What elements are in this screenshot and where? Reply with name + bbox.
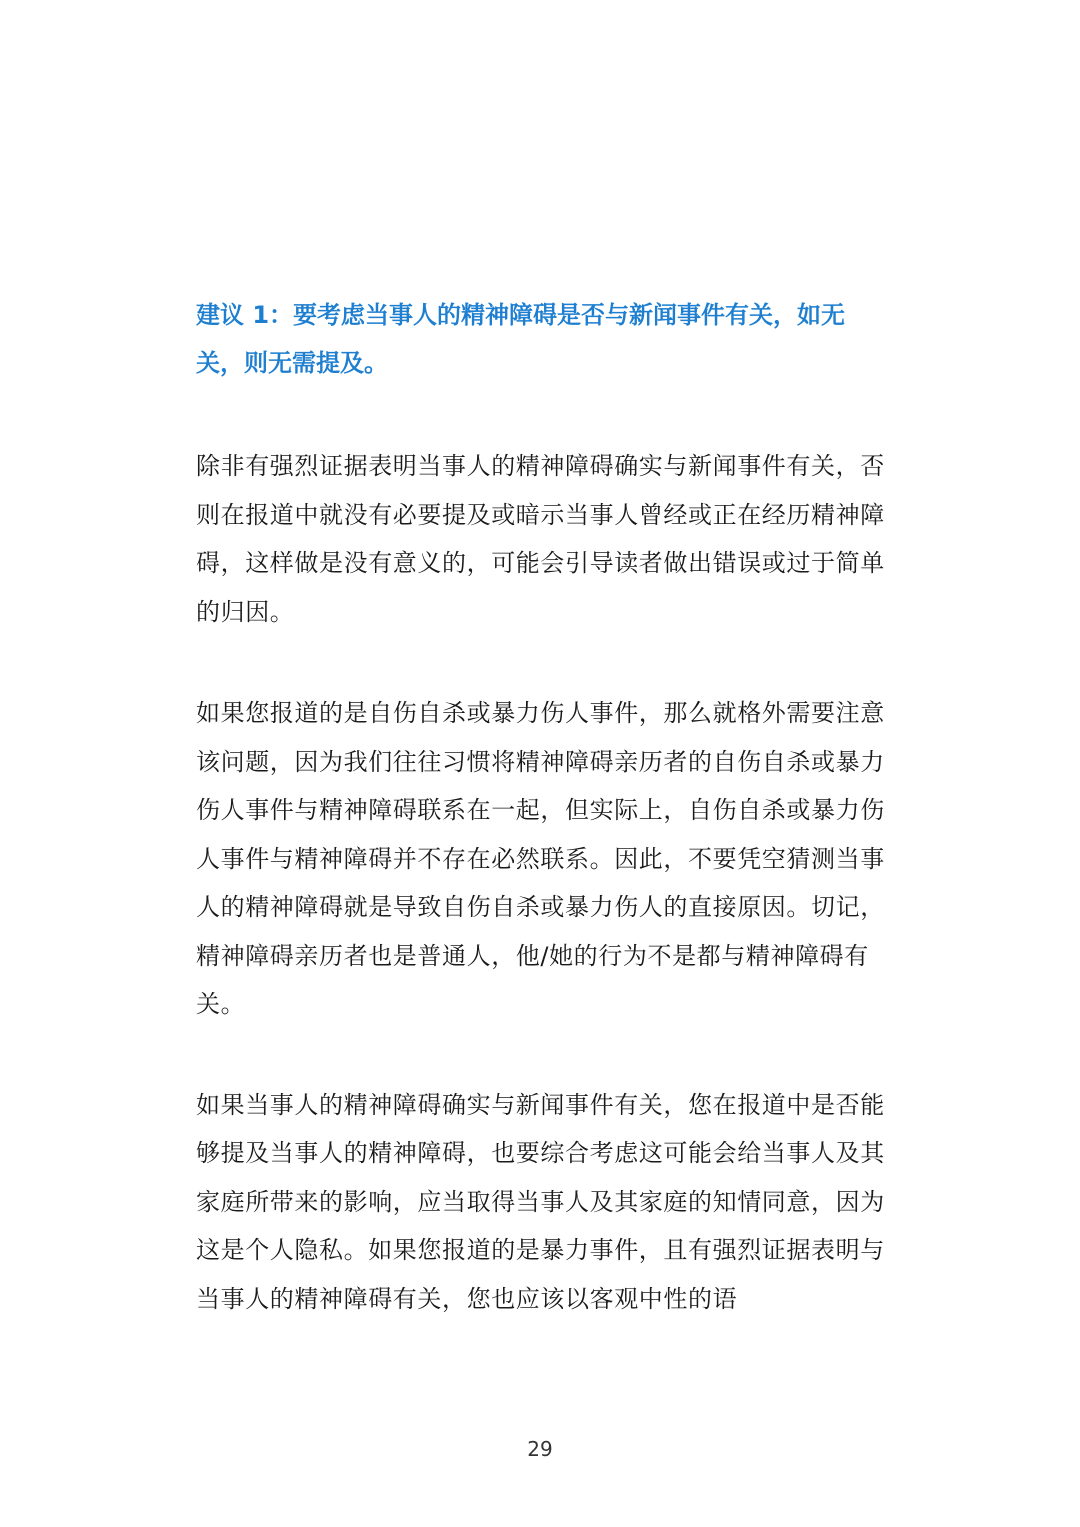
- page-number: 29: [527, 1437, 553, 1461]
- paragraph-attribution: 除非有强烈证据表明当事人的精神障碍确实与新闻事件有关，否则在报道中就没有必要提及或暗示当事人曾经或正在经历精神障碍，这样做是没有意义的，可能会引导读者做出错误或过于简单的归因。: [196, 452, 885, 626]
- paragraph-consent-privacy: 如果当事人的精神障碍确实与新闻事件有关，您在报道中是否能够提及当事人的精神障碍，也要综合考虑这可能会给当事人及其家庭所带来的影响，应当取得当事人及其家庭的知情同意，因为这是个人隐私。如果您报道的是暴力事件，且有强烈证据表明与当事人的精神障碍有关，您也应该以客观中性的语: [196, 1090, 885, 1313]
- paragraph-self-harm-violence: 如果您报道的是自伤自杀或暴力伤人事件，那么就格外需要注意该问题，因为我们往往习惯将精神障碍亲历者的自伤自杀或暴力伤人事件与精神障碍联系在一起，但实际上，自伤自杀或暴力伤人事件与精神障碍并不存在必然联系。因此，不要凭空猜测当事人的精神障碍就是导致自伤自杀或暴力伤人的直接原因。切记，精神障碍亲历者也是普通人，他/她的行为不是都与精神障碍有关。: [196, 699, 885, 1018]
- page-content: [196, 291, 886, 1323]
- recommendation-heading: 建议 1：要考虑当事人的精神障碍是否与新闻事件有关，如无关，则无需提及。: [196, 301, 846, 377]
